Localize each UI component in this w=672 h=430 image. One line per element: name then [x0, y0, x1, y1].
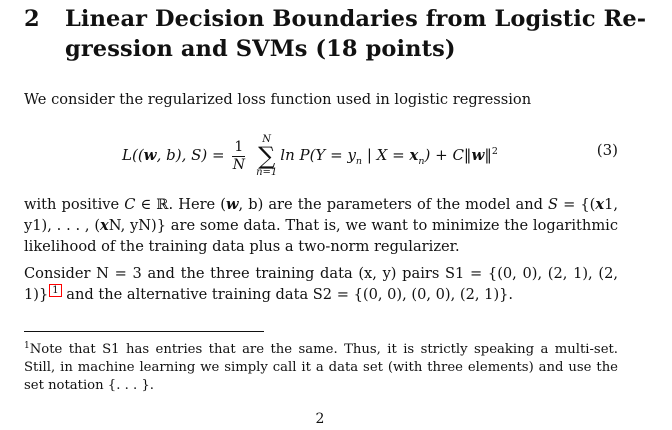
section-number: 2 [24, 6, 40, 32]
page-number: 2 [315, 411, 325, 427]
p2-x1: x [595, 196, 605, 213]
training-data-paragraph [24, 263, 618, 305]
footnote-link[interactable]: 1 [49, 284, 61, 297]
eq-w: w [143, 146, 157, 164]
p2-xN: x [100, 217, 109, 234]
p2-t6: N, yN)} are some data. That is, we want to minimize the logarithmic likelihood of the training data plus a two-norm regularizer. [24, 217, 619, 255]
eq-body4: ‖ [484, 146, 492, 164]
footnote-rule [24, 331, 264, 332]
eq-sigma: ∑ [258, 142, 276, 170]
eq-frac-den: N [232, 156, 245, 173]
footnote-mark: 1 [24, 341, 30, 351]
eq-lhs: L(( [122, 146, 144, 164]
eq-w2: w [471, 146, 485, 164]
p3-t2: and the alternative training data S2 = {(0, 0), (0, 0), (2, 1)}. [61, 286, 514, 303]
eq-fraction [232, 139, 245, 174]
loss-equation [24, 121, 618, 183]
p2-t2: ∈ ℝ. Here ( [135, 196, 226, 213]
section-heading [24, 4, 654, 64]
eq-sub-n1: n [355, 156, 363, 167]
p2-S: S [548, 196, 559, 213]
footnote-text: Note that S1 has entries that are the same. Thus, it is strictly speaking a multi-set. Still, in machine learning we simply call it a data set (with three elements) and use the set notation {. . . }. [24, 342, 618, 393]
eq-sum-upper: N [262, 134, 272, 145]
p2-w: w [225, 196, 239, 213]
section-title-line1: Linear Decision Boundaries from Logistic Re- [65, 6, 647, 32]
eq-lhs-mid: , b), S) = [156, 146, 225, 164]
eq-x: x [409, 146, 419, 164]
p2-t4: = {( [558, 196, 596, 213]
eq-sum-lower: n=1 [256, 167, 278, 178]
p2-C: C [124, 196, 136, 213]
section-title-line2: gression and SVMs (18 points) [65, 36, 456, 62]
eq-sub-n2: n [418, 156, 425, 167]
p2-t3: , b) are the parameters of the model and [238, 196, 549, 213]
intro-paragraph: We consider the regularized loss function used in logistic regression [24, 91, 532, 108]
eq-sum [256, 134, 277, 178]
eq-body1: ln P(Y = y [280, 146, 356, 164]
eq-sup2: 2 [491, 146, 498, 157]
eq-body3: ) + C‖ [424, 146, 472, 164]
eq-frac-num: 1 [234, 138, 244, 155]
p3-t1: Consider N = 3 and the three training data (x, y) pairs S1 = {(0, 0), (2, 1), (2, 1)} [24, 265, 618, 303]
p2-t1: with positive [24, 196, 125, 213]
footnote [24, 337, 618, 395]
definition-paragraph [24, 194, 618, 257]
eq-body2: | X = [362, 146, 410, 164]
equation-number: (3) [596, 141, 618, 159]
equation-body [122, 134, 498, 178]
p2-t5: 1, y1), . . . , ( [24, 196, 619, 234]
